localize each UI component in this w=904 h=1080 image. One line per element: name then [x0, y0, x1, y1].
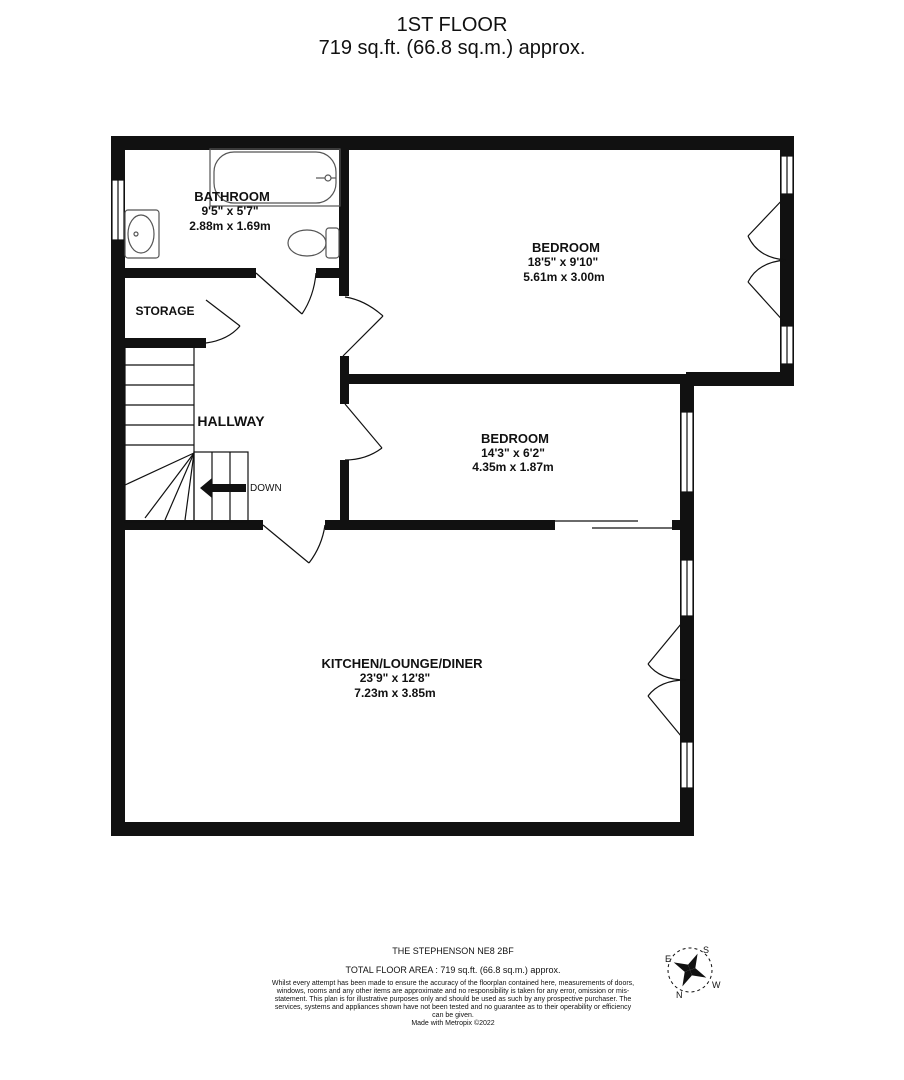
bathroom-imperial: 9'5" x 5'7"	[201, 204, 259, 218]
floor-area: 719 sq.ft. (66.8 sq.m.) approx.	[318, 37, 586, 59]
door-kitchen	[263, 525, 325, 563]
room-kitchen-lounge-diner	[321, 656, 483, 700]
hallway-label: HALLWAY	[197, 413, 265, 429]
door-bedroom2	[345, 404, 382, 460]
toilet	[288, 228, 339, 258]
compass-s: S	[703, 945, 710, 955]
floor-title: 1ST FLOOR	[396, 14, 508, 36]
address: THE STEPHENSON NE8 2BF	[392, 946, 514, 956]
bedroom2-imperial: 14'3" x 6'2"	[481, 446, 545, 460]
compass-e: E	[665, 954, 672, 964]
bathroom-name: BATHROOM	[194, 189, 270, 204]
storage-label: STORAGE	[135, 304, 195, 318]
compass-icon	[665, 945, 721, 1000]
door-bedroom1	[343, 297, 383, 356]
down-arrow-icon	[200, 478, 246, 498]
bathroom-metric: 2.88m x 1.69m	[189, 219, 271, 233]
room-bedroom-2	[472, 431, 553, 474]
compass-w: W	[712, 980, 721, 990]
kitchen-imperial: 23'9" x 12'8"	[359, 671, 431, 685]
window-bathroom	[112, 180, 124, 240]
stairs-down-label: DOWN	[250, 483, 282, 494]
window-kitchen-lower	[681, 742, 693, 788]
window-bedroom2	[681, 412, 693, 492]
kitchen-metric: 7.23m x 3.85m	[354, 686, 436, 700]
staircase	[125, 346, 248, 522]
window-kitchen-upper	[681, 560, 693, 616]
kitchen-name: KITCHEN/LOUNGE/DINER	[321, 656, 483, 671]
room-bathroom	[189, 189, 270, 233]
sliding-door	[555, 521, 672, 528]
window-bedroom1-upper	[781, 156, 793, 194]
compass-n: N	[676, 990, 683, 1000]
basin	[125, 210, 159, 258]
door-storage	[206, 300, 240, 343]
door-bathroom	[256, 273, 316, 314]
bedroom1-imperial: 18'5" x 9'10"	[527, 255, 599, 269]
room-bedroom-1	[523, 240, 604, 284]
window-bedroom1-lower	[781, 326, 793, 364]
bedroom1-metric: 5.61m x 3.00m	[523, 270, 605, 284]
disclaimer: Whilst every attempt has been made to ensure the accuracy of the floorplan contained here, measurements of doors, windows, rooms and any other items are approximate and no responsibility is taken for any error, omission or mis-statement. This plan is for illustrative purposes only and should be used as such by any prospective purchaser. The services, systems and appliances shown have not been tested and no guarantee as to their operability or efficiency can be given.	[271, 980, 635, 1019]
total-floor-area: TOTAL FLOOR AREA : 719 sq.ft. (66.8 sq.m.) approx.	[345, 965, 561, 975]
bedroom2-name: BEDROOM	[481, 431, 549, 446]
bedroom1-name: BEDROOM	[532, 240, 600, 255]
metropix-credit: Made with Metropix ©2022	[411, 1020, 495, 1027]
bedroom2-metric: 4.35m x 1.87m	[472, 460, 554, 474]
